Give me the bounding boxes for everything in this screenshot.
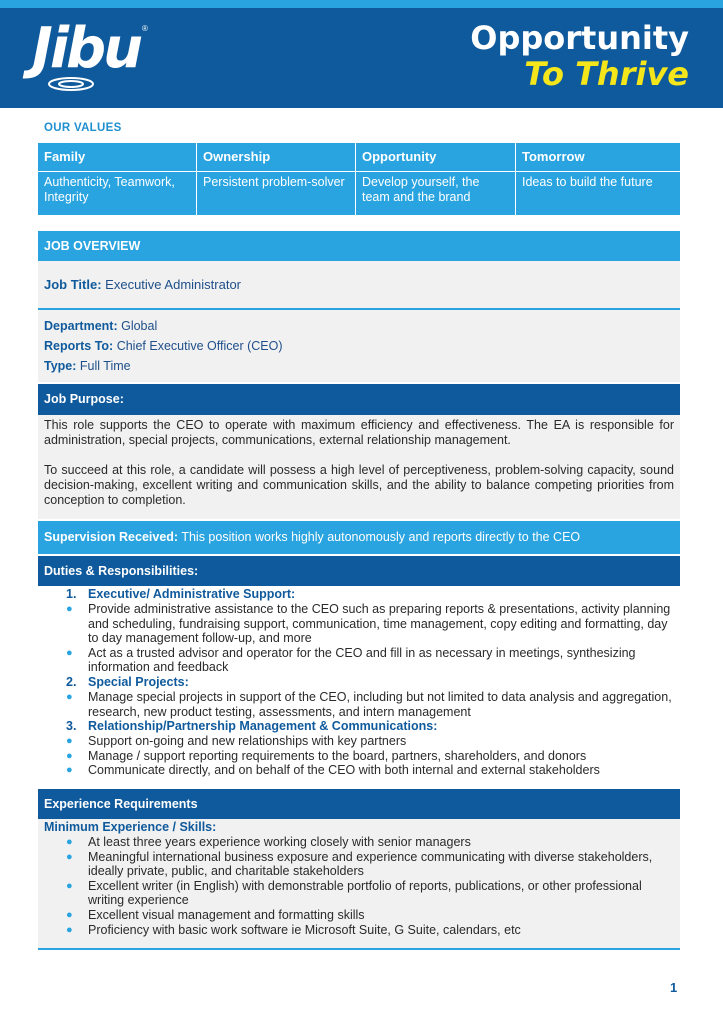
page-number: 1 <box>670 980 678 995</box>
duty-item: ● Communicate directly, and on behalf of the CEO with both internal and external stakeholders <box>66 763 600 778</box>
purpose-paragraph-2: To succeed at this role, a candidate will possess a high level of perceptiveness, problem-solving capacity, sound decision-making, excellent writing and communication skills, and the ability to balance competing priorities from conception to completion. <box>44 463 674 507</box>
divider <box>38 948 680 950</box>
values-table <box>38 143 680 215</box>
bullet-icon: ● <box>66 850 73 863</box>
type-line <box>44 356 283 376</box>
duties-header: Duties & Responsibilities: <box>38 556 680 586</box>
experience-item: ● Excellent visual management and formatting skills <box>66 907 365 922</box>
value-name: Family <box>44 149 86 164</box>
duty-heading <box>38 675 680 690</box>
header-banner <box>0 8 723 108</box>
type-value: Full Time <box>79 359 131 373</box>
reports-to-label: Reports To: <box>44 339 114 353</box>
value-description: Develop yourself, the team and the brand <box>356 171 516 205</box>
value-description: Authenticity, Teamwork, Integrity <box>38 171 196 205</box>
value-name: Tomorrow <box>522 149 585 164</box>
duty-heading-text: Relationship/Partnership Management & Communications: <box>88 719 438 734</box>
value-name: Opportunity <box>362 149 437 164</box>
values-title: OUR VALUES <box>44 122 122 134</box>
bullet-icon: ● <box>66 764 73 777</box>
purpose-paragraph-1: This role supports the CEO to operate with maximum efficiency and effectiveness. The EA is responsible for administration, special projects, communications, external relationship management. <box>44 418 674 447</box>
job-details-list <box>44 316 283 376</box>
duty-heading <box>38 587 680 602</box>
job-title-label: Job Title: <box>44 277 102 292</box>
bullet-icon: ● <box>66 923 73 936</box>
jibu-logo <box>32 14 152 104</box>
duty-section-3 <box>38 719 680 778</box>
top-accent-strip <box>0 0 723 8</box>
supervision-text: This position works highly autonomously and reports directly to the CEO <box>181 530 581 544</box>
duty-heading-text: Special Projects: <box>88 674 189 689</box>
job-purpose-header: Job Purpose: <box>38 384 680 415</box>
duty-number: 1. <box>66 587 77 601</box>
experience-item: ● Excellent writer (in English) with demonstrable portfolio of reports, publications, or other professional writing experience <box>66 878 642 908</box>
reports-to-value: Chief Executive Officer (CEO) <box>116 339 283 353</box>
headline-line1: Opportunity <box>470 19 689 57</box>
value-column-tomorrow <box>515 143 681 215</box>
bullet-icon: ● <box>66 690 73 703</box>
job-title-value: Executive Administrator <box>105 277 242 292</box>
value-column-family <box>38 143 196 215</box>
value-column-opportunity <box>355 143 516 215</box>
duty-number: 2. <box>66 674 77 689</box>
duty-item: ● Act as a trusted advisor and operator for the CEO and fill in as necessary in meetings, synthesizing information and feedback <box>66 645 636 675</box>
job-title-line <box>44 277 241 292</box>
trademark-icon: ® <box>142 24 148 33</box>
experience-item: ● Meaningful international business exposure and experience communicating with diverse stakeholders, ideally private, public, and charitable stakeholders <box>66 849 653 879</box>
supervision-bar <box>38 521 680 554</box>
department-value: Global <box>121 319 158 333</box>
bullet-icon: ● <box>66 879 73 892</box>
bullet-icon: ● <box>66 749 73 762</box>
job-purpose-body <box>38 415 680 519</box>
job-details <box>38 310 680 382</box>
duty-item: ● Manage special projects in support of the CEO, including but not limited to data analysis and aggregation, research, new product testing, assessments, and intern management <box>66 689 672 719</box>
duty-section-1 <box>38 587 680 675</box>
logo-wordmark: Jibu <box>32 16 140 81</box>
value-description: Persistent problem-solver <box>197 171 356 190</box>
supervision-label: Supervision Received: <box>44 530 179 544</box>
experience-subtitle: Minimum Experience / Skills: <box>44 820 217 834</box>
duty-item: ● Manage / support reporting requirements to the board, partners, shareholders, and donors <box>66 748 587 763</box>
duties-body <box>38 587 680 778</box>
duty-number: 3. <box>66 719 77 734</box>
bullet-icon: ● <box>66 836 73 848</box>
department-label: Department: <box>44 319 118 333</box>
bullet-icon: ● <box>66 603 73 615</box>
duty-item: ● Provide administrative assistance to the CEO such as preparing reports & presentations, activity planning and scheduling, fundraising support, communication, time management, copy editing and formatting, day to day management follow-up, and more <box>66 602 671 646</box>
job-title-row <box>38 261 680 308</box>
duty-item: ● Support on-going and new relationships with key partners <box>66 734 407 749</box>
value-description: Ideas to build the future <box>516 171 681 190</box>
experience-body <box>38 819 680 948</box>
water-ripple-icon <box>46 76 96 96</box>
experience-item: ● At least three years experience working closely with senior managers <box>66 835 471 849</box>
bullet-icon: ● <box>66 735 73 748</box>
duty-heading <box>38 719 680 734</box>
duty-heading-text: Executive/ Administrative Support: <box>88 587 296 601</box>
job-overview-header: JOB OVERVIEW <box>38 231 680 261</box>
department-line <box>44 316 283 336</box>
reports-to-line <box>44 336 283 356</box>
value-name: Ownership <box>203 149 271 164</box>
bullet-icon: ● <box>66 908 73 921</box>
bullet-icon: ● <box>66 646 73 659</box>
experience-item: ● Proficiency with basic work software ie Microsoft Suite, G Suite, calendars, etc <box>66 922 521 937</box>
value-column-ownership <box>196 143 356 215</box>
duty-section-2 <box>38 675 680 719</box>
experience-header: Experience Requirements <box>38 789 680 819</box>
type-label: Type: <box>44 359 77 373</box>
headline-line2: To Thrive <box>524 55 689 93</box>
